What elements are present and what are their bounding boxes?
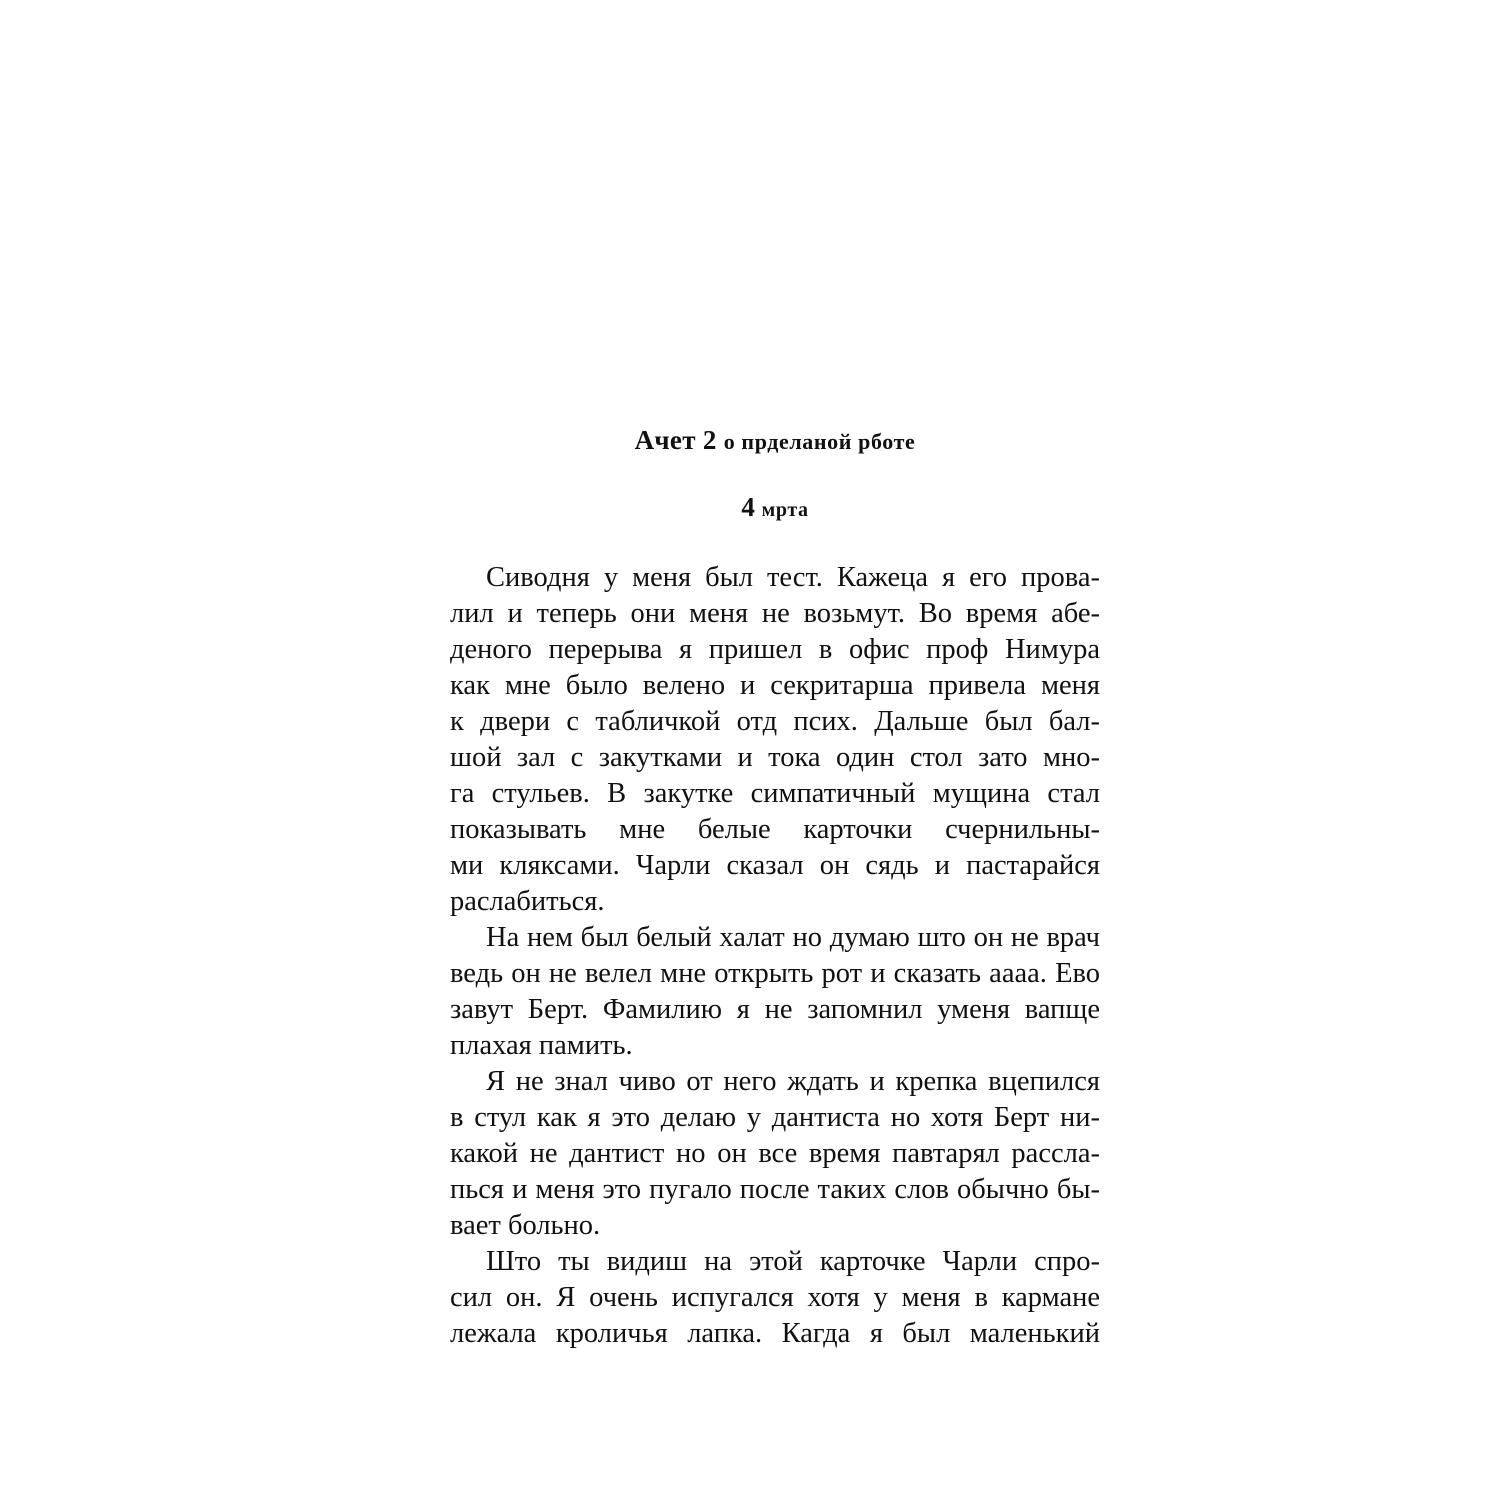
entry-date <box>450 487 1100 530</box>
text-line: Сиводня у меня был тест. Кажеца я его прова- <box>486 562 1100 593</box>
chapter-title-number: 2 <box>702 425 717 455</box>
paragraph <box>450 1064 1100 1244</box>
text-line: шой зал с закутками и тока один стол зато мно- <box>450 742 1100 773</box>
text-line: ведь он не велел мне открыть рот и сказать аааа. Ево <box>450 958 1100 989</box>
text-line: лил и теперь они меня не возьмут. Во время абе- <box>450 598 1100 629</box>
text-line: Я не знал чиво от него ждать и крепка вцепился <box>486 1066 1100 1097</box>
entry-date-month: мрта <box>761 499 809 521</box>
text-line: На нем был белый халат но думаю што он не врач <box>486 922 1100 953</box>
chapter-title <box>450 420 1100 462</box>
text-line: к двери с табличкой отд псих. Дальше был бал- <box>450 706 1100 737</box>
text-line: га стульев. В закутке симпатичный мущина стал <box>450 778 1100 809</box>
text-line: вает больно. <box>450 1210 601 1241</box>
text-line: Што ты видиш на этой карточке Чарли спро- <box>486 1246 1100 1277</box>
body-text <box>450 560 1100 1352</box>
text-line: ми кляксами. Чарли сказал он сядь и пастарайся <box>450 850 1100 881</box>
paragraph <box>450 560 1100 920</box>
text-line: плахая памить. <box>450 1030 633 1061</box>
text-line: деного перерыва я пришел в офис проф Нимура <box>450 634 1100 665</box>
text-line: сил он. Я очень испугался хотя у меня в кармане <box>450 1282 1100 1313</box>
text-line: пься и меня это пугало после таких слов обычно бы- <box>450 1174 1100 1205</box>
chapter-title-rest: о прделаной рботе <box>723 429 916 454</box>
text-line: как мне было велено и секритарша привела меня <box>450 670 1100 701</box>
paragraph <box>450 1244 1100 1352</box>
text-line: лежала кроличья лапка. Кагда я был маленький <box>450 1318 1100 1349</box>
text-line: в стул как я это делаю у дантиста но хотя Берт ни- <box>450 1102 1100 1133</box>
text-line: раслабиться. <box>450 886 605 917</box>
text-line: какой не дантист но он все время павтарял рассла- <box>450 1138 1100 1169</box>
text-line: завут Берт. Фамилию я не запомнил уменя вапще <box>450 994 1100 1025</box>
entry-date-day: 4 <box>741 492 755 522</box>
text-line: показывать мне белые карточки счернильны- <box>450 814 1100 845</box>
chapter-title-word: Ачет <box>634 425 696 455</box>
paragraph <box>450 920 1100 1064</box>
